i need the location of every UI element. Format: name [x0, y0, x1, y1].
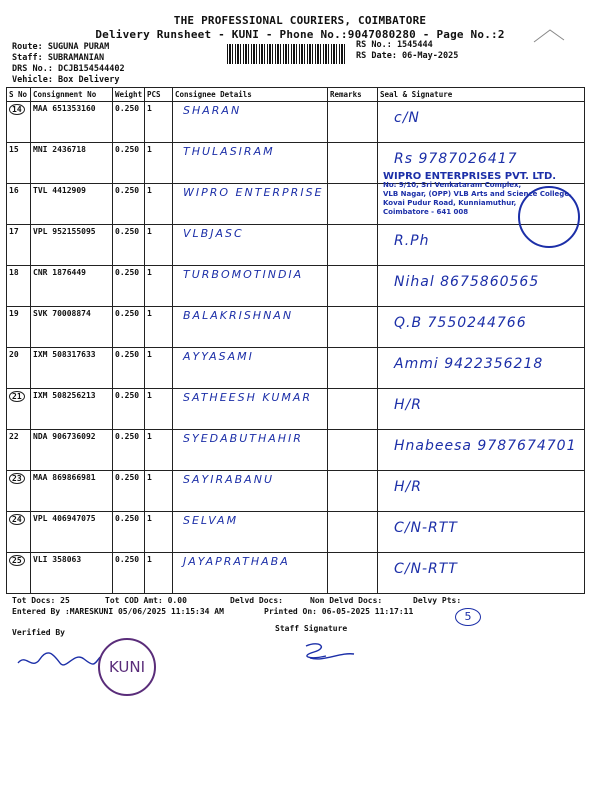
consignee-cell	[173, 143, 328, 184]
pcs-value: 1	[147, 473, 152, 482]
signature-cell	[378, 102, 585, 143]
pcs-cell	[145, 512, 173, 553]
weight-cell	[113, 553, 145, 594]
consignment-cell	[31, 102, 113, 143]
barcode	[227, 44, 347, 64]
table-row	[7, 307, 585, 348]
signature-cell	[378, 389, 585, 430]
drs-no-label: DRS No.: DCJB154544402	[12, 64, 125, 74]
weight-value: 0.250	[115, 268, 140, 277]
staff-label: Staff: SUBRAMANIAN	[12, 53, 105, 63]
weight-value: 0.250	[115, 350, 140, 359]
remarks-cell	[328, 389, 378, 430]
consignment-value: MAA 651353160	[33, 104, 96, 113]
sno-value: 21	[9, 391, 25, 402]
consignee-cell	[173, 102, 328, 143]
col-weight: Weight	[113, 88, 145, 102]
signature-cell	[378, 348, 585, 389]
signature-handwriting: Rs 9787026417	[394, 151, 518, 167]
weight-cell	[113, 430, 145, 471]
remarks-cell	[328, 553, 378, 594]
consignee-handwriting: TURBOMOTINDIA	[183, 268, 304, 281]
sno-value: 20	[9, 350, 19, 359]
col-pcs: PCS	[145, 88, 173, 102]
pcs-cell	[145, 143, 173, 184]
sno-cell	[7, 184, 31, 225]
stamp-line-1: WIPRO ENTERPRISES PVT. LTD.	[383, 171, 557, 182]
consignment-cell	[31, 512, 113, 553]
route-label: Route: SUGUNA PURAM	[12, 42, 110, 52]
col-consignee: Consignee Details	[173, 88, 328, 102]
consignee-cell	[173, 512, 328, 553]
entered-by: Entered By :MARESKUNI 05/06/2025 11:15:34 AM	[12, 607, 224, 616]
pcs-cell	[145, 266, 173, 307]
weight-value: 0.250	[115, 104, 140, 113]
weight-value: 0.250	[115, 309, 140, 318]
sno-value: 18	[9, 268, 19, 277]
tot-docs: Tot Docs: 25	[12, 596, 70, 605]
delvd-docs: Delvd Docs:	[230, 596, 283, 605]
consignee-handwriting: BALAKRISHNAN	[183, 309, 294, 322]
college-seal	[518, 186, 580, 248]
sno-cell	[7, 102, 31, 143]
rs-no-label: RS No.: 1545444	[356, 40, 433, 50]
remarks-cell	[328, 225, 378, 266]
weight-cell	[113, 512, 145, 553]
consignee-cell	[173, 266, 328, 307]
consignment-cell	[31, 553, 113, 594]
table-header-row	[7, 88, 585, 102]
signature-handwriting: Q.B 7550244766	[394, 315, 527, 331]
sno-value: 22	[9, 432, 19, 441]
col-remarks: Remarks	[328, 88, 378, 102]
consignee-handwriting: AYYASAMI	[183, 350, 254, 363]
sno-cell	[7, 389, 31, 430]
consignee-cell	[173, 307, 328, 348]
remarks-cell	[328, 512, 378, 553]
consignee-cell	[173, 348, 328, 389]
consignee-handwriting: JAYAPRATHABA	[183, 555, 290, 568]
col-signature: Seal & Signature	[378, 88, 585, 102]
signature-handwriting: R.Ph	[394, 233, 430, 249]
pcs-cell	[145, 348, 173, 389]
consignment-cell	[31, 389, 113, 430]
sno-cell	[7, 307, 31, 348]
staff-signature	[300, 638, 360, 664]
consignment-value: IXM 508317633	[33, 350, 96, 359]
sno-value: 23	[9, 473, 25, 484]
weight-cell	[113, 184, 145, 225]
verified-by: Verified By	[12, 628, 65, 637]
rs-date-label: RS Date: 06-May-2025	[356, 51, 459, 61]
signature-handwriting: H/R	[394, 479, 422, 495]
staff-signature-label: Staff Signature	[275, 624, 348, 633]
consignment-cell	[31, 348, 113, 389]
printed-on: Printed On: 06-05-2025 11:17:11	[264, 607, 414, 616]
signature-cell	[378, 307, 585, 348]
table-row	[7, 471, 585, 512]
consignee-cell	[173, 184, 328, 225]
col-consignment: Consignment No	[31, 88, 113, 102]
consignment-value: TVL 4412909	[33, 186, 86, 195]
pcs-cell	[145, 307, 173, 348]
remarks-cell	[328, 348, 378, 389]
table-row	[7, 553, 585, 594]
weight-cell	[113, 471, 145, 512]
col-sno: S No	[7, 88, 31, 102]
runsheet-table	[6, 87, 585, 594]
pcs-cell	[145, 225, 173, 266]
sno-value: 14	[9, 104, 25, 115]
table-row	[7, 266, 585, 307]
consignment-value: MNI 2436718	[33, 145, 86, 154]
remarks-cell	[328, 102, 378, 143]
table-row	[7, 389, 585, 430]
signature-handwriting: Hnabeesa 9787674701	[394, 438, 577, 454]
tot-cod: Tot COD Amt: 0.00	[105, 596, 187, 605]
sno-cell	[7, 225, 31, 266]
weight-cell	[113, 225, 145, 266]
sno-value: 25	[9, 555, 25, 566]
header-meta-right	[356, 40, 458, 62]
signature-handwriting: Nihal 8675860565	[394, 274, 540, 290]
weight-value: 0.250	[115, 473, 140, 482]
remarks-cell	[328, 184, 378, 225]
signature-cell	[378, 471, 585, 512]
sno-cell	[7, 553, 31, 594]
sno-cell	[7, 512, 31, 553]
consignee-handwriting: SHARAN	[183, 104, 242, 117]
stamp-line-5: Coimbatore - 641 008	[383, 208, 469, 216]
pcs-value: 1	[147, 145, 152, 154]
pcs-cell	[145, 430, 173, 471]
sno-value: 19	[9, 309, 19, 318]
company-title: THE PROFESSIONAL COURIERS, COIMBATORE	[173, 14, 427, 27]
stamp-line-4: Kovai Pudur Road, Kunniamuthur,	[383, 199, 517, 207]
weight-cell	[113, 143, 145, 184]
signature-handwriting: H/R	[394, 397, 422, 413]
weight-value: 0.250	[115, 514, 140, 523]
consignment-cell	[31, 225, 113, 266]
remarks-cell	[328, 307, 378, 348]
consignment-cell	[31, 143, 113, 184]
pcs-value: 1	[147, 104, 152, 113]
weight-cell	[113, 307, 145, 348]
sno-value: 17	[9, 227, 19, 236]
sno-value: 15	[9, 145, 19, 154]
consignee-handwriting: THULASIRAM	[183, 145, 275, 158]
pcs-cell	[145, 184, 173, 225]
sno-cell	[7, 471, 31, 512]
weight-value: 0.250	[115, 145, 140, 154]
signature-handwriting: C/N-RTT	[394, 561, 458, 577]
signature-cell	[378, 512, 585, 553]
weight-cell	[113, 389, 145, 430]
consignee-handwriting: VLBJASC	[183, 227, 244, 240]
consignment-value: MAA 869866981	[33, 473, 96, 482]
consignee-cell	[173, 553, 328, 594]
runsheet-title: Delivery Runsheet - KUNI - Phone No.:9047080280 - Page No.:2	[95, 28, 505, 41]
weight-value: 0.250	[115, 227, 140, 236]
consignee-handwriting: WIPRO ENTERPRISE	[183, 186, 324, 199]
consignee-handwriting: SYEDABUTHAHIR	[183, 432, 303, 445]
consignment-cell	[31, 184, 113, 225]
pcs-cell	[145, 553, 173, 594]
table-row	[7, 512, 585, 553]
sno-cell	[7, 266, 31, 307]
corner-mark	[530, 26, 570, 46]
pcs-value: 1	[147, 227, 152, 236]
signature-cell	[378, 266, 585, 307]
weight-cell	[113, 348, 145, 389]
consignee-cell	[173, 225, 328, 266]
consignment-value: IXM 508256213	[33, 391, 96, 400]
stamp-line-2: No: 9/10, Sri Venkataram Complex,	[383, 181, 522, 189]
pcs-value: 1	[147, 268, 152, 277]
consignee-cell	[173, 471, 328, 512]
kuni-stamp: KUNI	[98, 638, 156, 696]
consignment-value: NDA 906736092	[33, 432, 96, 441]
table-row	[7, 225, 585, 266]
signature-handwriting: C/N-RTT	[394, 520, 458, 536]
verifier-signature	[14, 645, 104, 675]
vehicle-label: Vehicle: Box Delivery	[12, 75, 120, 85]
pcs-value: 1	[147, 309, 152, 318]
table-row	[7, 348, 585, 389]
signature-cell	[378, 553, 585, 594]
stamp-line-3: VLB Nagar, (OPP) VLB Arts and Science College,	[383, 190, 572, 198]
weight-cell	[113, 266, 145, 307]
pcs-cell	[145, 389, 173, 430]
pcs-value: 1	[147, 555, 152, 564]
remarks-cell	[328, 266, 378, 307]
consignment-value: VLI 358063	[33, 555, 82, 564]
consignee-handwriting: SELVAM	[183, 514, 239, 527]
sno-cell	[7, 348, 31, 389]
weight-value: 0.250	[115, 432, 140, 441]
pcs-value: 1	[147, 514, 152, 523]
pcs-value: 1	[147, 186, 152, 195]
pcs-cell	[145, 471, 173, 512]
header-meta-left	[12, 42, 125, 86]
consignee-cell	[173, 389, 328, 430]
signature-handwriting: Ammi 9422356218	[394, 356, 544, 372]
pcs-cell	[145, 102, 173, 143]
consignment-value: VPL 952155095	[33, 227, 96, 236]
remarks-cell	[328, 143, 378, 184]
consignee-handwriting: SATHEESH KUMAR	[183, 391, 313, 404]
consignment-cell	[31, 471, 113, 512]
consignee-cell	[173, 430, 328, 471]
pcs-value: 1	[147, 432, 152, 441]
delvy-pts-value: 5	[455, 608, 481, 626]
signature-handwriting: c/N	[394, 110, 420, 126]
non-delvd-docs: Non Delvd Docs:	[310, 596, 383, 605]
table-row	[7, 102, 585, 143]
consignment-cell	[31, 266, 113, 307]
sno-value: 24	[9, 514, 25, 525]
weight-value: 0.250	[115, 555, 140, 564]
pcs-value: 1	[147, 391, 152, 400]
signature-cell	[378, 430, 585, 471]
weight-cell	[113, 102, 145, 143]
consignment-value: SVK 70008874	[33, 309, 91, 318]
consignment-cell	[31, 307, 113, 348]
consignment-value: VPL 406947075	[33, 514, 96, 523]
weight-value: 0.250	[115, 391, 140, 400]
weight-value: 0.250	[115, 186, 140, 195]
remarks-cell	[328, 430, 378, 471]
sno-value: 16	[9, 186, 19, 195]
sno-cell	[7, 143, 31, 184]
sno-cell	[7, 430, 31, 471]
consignment-cell	[31, 430, 113, 471]
consignee-handwriting: SAYIRABANU	[183, 473, 274, 486]
remarks-cell	[328, 471, 378, 512]
table-row	[7, 430, 585, 471]
pcs-value: 1	[147, 350, 152, 359]
delvy-pts: Delvy Pts:	[413, 596, 462, 605]
consignment-value: CNR 1876449	[33, 268, 86, 277]
